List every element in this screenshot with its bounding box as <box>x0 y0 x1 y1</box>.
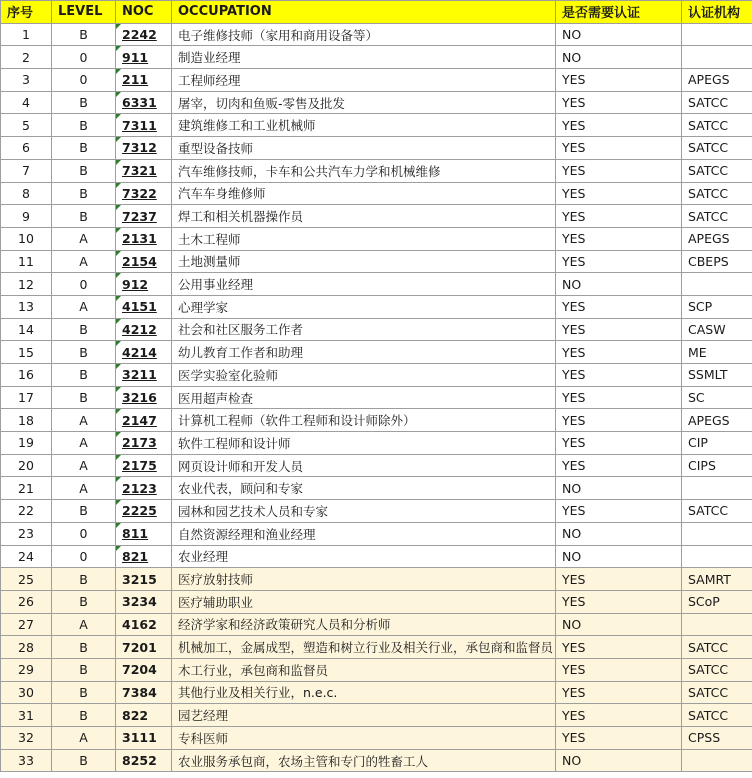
cell-level[interactable]: A <box>52 432 116 455</box>
cell-occupation[interactable]: 园林和园艺技术人员和专家 <box>172 500 556 523</box>
cell-cert-body[interactable] <box>682 477 752 500</box>
cell-noc[interactable]: 2131 <box>116 227 172 250</box>
cell-level[interactable]: A <box>52 409 116 432</box>
table-row <box>1 318 752 341</box>
cell-seq[interactable]: 32 <box>1 727 52 750</box>
cell-cert-body[interactable]: SATCC <box>682 91 752 114</box>
cell-noc[interactable]: 7384 <box>116 681 172 704</box>
cell-occupation[interactable]: 木工行业，承包商和监督员 <box>172 658 556 681</box>
table-row <box>1 522 752 545</box>
cell-level[interactable]: B <box>52 658 116 681</box>
cell-noc[interactable]: 7204 <box>116 658 172 681</box>
cell-occupation[interactable]: 焊工和相关机器操作员 <box>172 205 556 228</box>
cell-level[interactable]: B <box>52 137 116 160</box>
cell-occupation[interactable]: 汽车车身维修师 <box>172 182 556 205</box>
cell-occupation[interactable]: 经济学家和经济政策研究人员和分析师 <box>172 613 556 636</box>
cell-noc[interactable]: 4151 <box>116 295 172 318</box>
cell-cert-body[interactable] <box>682 749 752 772</box>
cell-cert-body[interactable]: SATCC <box>682 658 752 681</box>
cell-cert-required[interactable]: YES <box>556 386 682 409</box>
cell-cert-body[interactable]: SC <box>682 386 752 409</box>
cell-cert-body[interactable]: APEGS <box>682 69 752 92</box>
cell-cert-required[interactable]: NO <box>556 23 682 46</box>
cell-occupation[interactable]: 心理学家 <box>172 295 556 318</box>
cell-level[interactable]: B <box>52 636 116 659</box>
cell-occupation[interactable]: 专科医师 <box>172 727 556 750</box>
table-row <box>1 69 752 92</box>
cell-seq[interactable]: 15 <box>1 341 52 364</box>
cell-noc[interactable]: 4214 <box>116 341 172 364</box>
cell-noc[interactable]: 7201 <box>116 636 172 659</box>
table-row <box>1 23 752 46</box>
cell-level[interactable]: B <box>52 159 116 182</box>
cell-noc[interactable]: 2147 <box>116 409 172 432</box>
cell-noc[interactable]: 822 <box>116 704 172 727</box>
cell-seq[interactable]: 11 <box>1 250 52 273</box>
cell-cert-body[interactable]: CASW <box>682 318 752 341</box>
cell-cert-body[interactable]: SATCC <box>682 205 752 228</box>
cell-occupation[interactable]: 电子维修技师（家用和商用设备等） <box>172 23 556 46</box>
cell-cert-required[interactable]: YES <box>556 114 682 137</box>
table-row <box>1 545 752 568</box>
header-cert-body[interactable]: 认证机构 <box>682 1 752 24</box>
cell-cert-body[interactable]: SATCC <box>682 114 752 137</box>
cell-cert-required[interactable]: YES <box>556 500 682 523</box>
cell-level[interactable]: B <box>52 364 116 387</box>
cell-occupation[interactable]: 公用事业经理 <box>172 273 556 296</box>
cell-occupation[interactable]: 社会和社区服务工作者 <box>172 318 556 341</box>
cell-occupation[interactable]: 其他行业及相关行业，n.e.c. <box>172 681 556 704</box>
table-row <box>1 205 752 228</box>
header-row <box>1 1 752 24</box>
cell-occupation[interactable]: 农业服务承包商，农场主管和专门的牲畜工人 <box>172 749 556 772</box>
cell-noc[interactable]: 8252 <box>116 749 172 772</box>
table-row <box>1 500 752 523</box>
cell-noc[interactable]: 2173 <box>116 432 172 455</box>
table-row <box>1 114 752 137</box>
cell-cert-body[interactable] <box>682 46 752 69</box>
cell-cert-required[interactable]: YES <box>556 432 682 455</box>
cell-cert-body[interactable]: SCoP <box>682 590 752 613</box>
cell-occupation[interactable]: 工程师经理 <box>172 69 556 92</box>
table-row <box>1 681 752 704</box>
cell-cert-required[interactable]: YES <box>556 341 682 364</box>
cell-cert-required[interactable]: YES <box>556 91 682 114</box>
table-row <box>1 182 752 205</box>
cell-level[interactable]: 0 <box>52 545 116 568</box>
cell-noc[interactable]: 2225 <box>116 500 172 523</box>
cell-cert-required[interactable]: YES <box>556 364 682 387</box>
table-row <box>1 386 752 409</box>
cell-seq[interactable]: 20 <box>1 454 52 477</box>
cell-seq[interactable]: 8 <box>1 182 52 205</box>
cell-seq[interactable]: 33 <box>1 749 52 772</box>
cell-level[interactable]: A <box>52 227 116 250</box>
cell-cert-required[interactable]: YES <box>556 182 682 205</box>
cell-cert-required[interactable]: YES <box>556 295 682 318</box>
cell-noc[interactable]: 821 <box>116 545 172 568</box>
cell-seq[interactable]: 10 <box>1 227 52 250</box>
cell-cert-body[interactable]: SATCC <box>682 681 752 704</box>
cell-level[interactable]: B <box>52 500 116 523</box>
table-row <box>1 658 752 681</box>
cell-occupation[interactable]: 农业代表，顾问和专家 <box>172 477 556 500</box>
cell-seq[interactable]: 16 <box>1 364 52 387</box>
cell-cert-required[interactable]: YES <box>556 636 682 659</box>
cell-cert-required[interactable]: YES <box>556 454 682 477</box>
cell-cert-required[interactable]: NO <box>556 273 682 296</box>
header-level[interactable]: LEVEL <box>52 1 116 24</box>
cell-occupation[interactable]: 建筑维修工和工业机械师 <box>172 114 556 137</box>
cell-cert-body[interactable]: CBEPS <box>682 250 752 273</box>
table-row <box>1 568 752 591</box>
cell-seq[interactable]: 3 <box>1 69 52 92</box>
cell-noc[interactable]: 7311 <box>116 114 172 137</box>
table-row <box>1 432 752 455</box>
table-row <box>1 727 752 750</box>
table-row <box>1 364 752 387</box>
table-row <box>1 749 752 772</box>
cell-level[interactable]: A <box>52 727 116 750</box>
cell-noc[interactable]: 7312 <box>116 137 172 160</box>
cell-cert-body[interactable] <box>682 522 752 545</box>
cell-seq[interactable]: 27 <box>1 613 52 636</box>
cell-cert-body[interactable]: SATCC <box>682 182 752 205</box>
cell-cert-required[interactable]: YES <box>556 205 682 228</box>
cell-noc[interactable]: 3211 <box>116 364 172 387</box>
cell-seq[interactable]: 4 <box>1 91 52 114</box>
cell-level[interactable]: B <box>52 205 116 228</box>
cell-level[interactable]: B <box>52 590 116 613</box>
cell-cert-body[interactable]: SATCC <box>682 636 752 659</box>
cell-noc[interactable]: 3215 <box>116 568 172 591</box>
cell-level[interactable]: B <box>52 114 116 137</box>
cell-level[interactable]: 0 <box>52 522 116 545</box>
cell-cert-required[interactable]: YES <box>556 590 682 613</box>
cell-seq[interactable]: 2 <box>1 46 52 69</box>
cell-seq[interactable]: 5 <box>1 114 52 137</box>
cell-noc[interactable]: 3216 <box>116 386 172 409</box>
cell-seq[interactable]: 12 <box>1 273 52 296</box>
cell-noc[interactable]: 4162 <box>116 613 172 636</box>
cell-level[interactable]: A <box>52 250 116 273</box>
cell-occupation[interactable]: 汽车维修技师，卡车和公共汽车力学和机械维修 <box>172 159 556 182</box>
cell-noc[interactable]: 912 <box>116 273 172 296</box>
cell-cert-required[interactable]: YES <box>556 658 682 681</box>
cell-level[interactable]: B <box>52 318 116 341</box>
cell-occupation[interactable]: 医疗放射技师 <box>172 568 556 591</box>
cell-seq[interactable]: 1 <box>1 23 52 46</box>
cell-occupation[interactable]: 网页设计师和开发人员 <box>172 454 556 477</box>
cell-noc[interactable]: 911 <box>116 46 172 69</box>
cell-noc[interactable]: 2154 <box>116 250 172 273</box>
cell-occupation[interactable]: 制造业经理 <box>172 46 556 69</box>
cell-cert-required[interactable]: YES <box>556 250 682 273</box>
cell-seq[interactable]: 29 <box>1 658 52 681</box>
cell-noc[interactable]: 6331 <box>116 91 172 114</box>
cell-level[interactable]: B <box>52 568 116 591</box>
cell-occupation[interactable]: 土木工程师 <box>172 227 556 250</box>
cell-cert-required[interactable]: YES <box>556 137 682 160</box>
cell-noc[interactable]: 3111 <box>116 727 172 750</box>
cell-occupation[interactable]: 自然资源经理和渔业经理 <box>172 522 556 545</box>
table-row <box>1 613 752 636</box>
cell-level[interactable]: B <box>52 341 116 364</box>
table-row <box>1 477 752 500</box>
cell-level[interactable]: B <box>52 386 116 409</box>
cell-level[interactable]: B <box>52 704 116 727</box>
cell-cert-body[interactable]: SAMRT <box>682 568 752 591</box>
cell-cert-body[interactable] <box>682 23 752 46</box>
cell-cert-body[interactable] <box>682 273 752 296</box>
cell-seq[interactable]: 18 <box>1 409 52 432</box>
cell-cert-body[interactable]: CIPS <box>682 454 752 477</box>
table-row <box>1 250 752 273</box>
cell-seq[interactable]: 22 <box>1 500 52 523</box>
cell-seq[interactable]: 24 <box>1 545 52 568</box>
cell-cert-body[interactable]: ME <box>682 341 752 364</box>
cell-level[interactable]: B <box>52 182 116 205</box>
cell-seq[interactable]: 26 <box>1 590 52 613</box>
cell-noc[interactable]: 2123 <box>116 477 172 500</box>
cell-seq[interactable]: 31 <box>1 704 52 727</box>
cell-cert-required[interactable]: YES <box>556 727 682 750</box>
cell-seq[interactable]: 25 <box>1 568 52 591</box>
cell-cert-body[interactable]: CIP <box>682 432 752 455</box>
cell-cert-required[interactable]: NO <box>556 613 682 636</box>
cell-cert-required[interactable]: NO <box>556 545 682 568</box>
cell-seq[interactable]: 17 <box>1 386 52 409</box>
cell-cert-required[interactable]: NO <box>556 522 682 545</box>
cell-cert-required[interactable]: YES <box>556 568 682 591</box>
cell-seq[interactable]: 7 <box>1 159 52 182</box>
cell-level[interactable]: 0 <box>52 273 116 296</box>
cell-occupation[interactable]: 土地测量师 <box>172 250 556 273</box>
cell-seq[interactable]: 13 <box>1 295 52 318</box>
cell-cert-body[interactable]: SATCC <box>682 500 752 523</box>
cell-level[interactable]: B <box>52 749 116 772</box>
cell-cert-required[interactable]: YES <box>556 318 682 341</box>
table-row <box>1 46 752 69</box>
cell-cert-body[interactable]: SSMLT <box>682 364 752 387</box>
cell-occupation[interactable]: 医疗辅助职业 <box>172 590 556 613</box>
cell-occupation[interactable]: 园艺经理 <box>172 704 556 727</box>
cell-seq[interactable]: 23 <box>1 522 52 545</box>
cell-noc[interactable]: 2242 <box>116 23 172 46</box>
cell-cert-required[interactable]: YES <box>556 159 682 182</box>
table-row <box>1 409 752 432</box>
table-row <box>1 227 752 250</box>
table-body <box>1 23 752 772</box>
cell-seq[interactable]: 9 <box>1 205 52 228</box>
cell-cert-body[interactable] <box>682 545 752 568</box>
cell-cert-body[interactable] <box>682 613 752 636</box>
cell-occupation[interactable]: 软件工程师和设计师 <box>172 432 556 455</box>
table-row <box>1 295 752 318</box>
table-row <box>1 636 752 659</box>
cell-level[interactable]: A <box>52 295 116 318</box>
header-noc[interactable]: NOC <box>116 1 172 24</box>
table-row <box>1 159 752 182</box>
cell-level[interactable]: 0 <box>52 69 116 92</box>
cell-occupation[interactable]: 幼儿教育工作者和助理 <box>172 341 556 364</box>
cell-cert-required[interactable]: YES <box>556 409 682 432</box>
cell-cert-body[interactable]: APEGS <box>682 227 752 250</box>
cell-seq[interactable]: 28 <box>1 636 52 659</box>
cell-level[interactable]: 0 <box>52 46 116 69</box>
cell-cert-body[interactable]: CPSS <box>682 727 752 750</box>
cell-cert-required[interactable]: YES <box>556 69 682 92</box>
cell-noc[interactable]: 2175 <box>116 454 172 477</box>
header-cert-required[interactable]: 是否需要认证 <box>556 1 682 24</box>
cell-cert-required[interactable]: YES <box>556 681 682 704</box>
cell-occupation[interactable]: 机械加工，金属成型，塑造和树立行业及相关行业，承包商和监督员 <box>172 636 556 659</box>
table-row <box>1 137 752 160</box>
cell-level[interactable]: A <box>52 454 116 477</box>
cell-cert-body[interactable]: APEGS <box>682 409 752 432</box>
table-row <box>1 273 752 296</box>
cell-seq[interactable]: 21 <box>1 477 52 500</box>
cell-cert-required[interactable]: YES <box>556 227 682 250</box>
cell-level[interactable]: A <box>52 613 116 636</box>
cell-cert-required[interactable]: NO <box>556 749 682 772</box>
cell-cert-body[interactable]: SATCC <box>682 137 752 160</box>
cell-level[interactable]: B <box>52 23 116 46</box>
cell-cert-required[interactable]: NO <box>556 477 682 500</box>
cell-noc[interactable]: 211 <box>116 69 172 92</box>
cell-noc[interactable]: 7321 <box>116 159 172 182</box>
cell-noc[interactable]: 4212 <box>116 318 172 341</box>
table-row <box>1 341 752 364</box>
table-row <box>1 704 752 727</box>
header-seq[interactable]: 序号 <box>1 1 52 24</box>
cell-noc[interactable]: 3234 <box>116 590 172 613</box>
cell-occupation[interactable]: 医学实验室化验师 <box>172 364 556 387</box>
cell-occupation[interactable]: 屠宰，切肉和鱼贩-零售及批发 <box>172 91 556 114</box>
cell-seq[interactable]: 19 <box>1 432 52 455</box>
cell-level[interactable]: B <box>52 681 116 704</box>
cell-noc[interactable]: 7322 <box>116 182 172 205</box>
table-row <box>1 91 752 114</box>
cell-seq[interactable]: 30 <box>1 681 52 704</box>
cell-occupation[interactable]: 农业经理 <box>172 545 556 568</box>
header-occupation[interactable]: OCCUPATION <box>172 1 556 24</box>
cell-cert-body[interactable]: SCP <box>682 295 752 318</box>
cell-cert-required[interactable]: NO <box>556 46 682 69</box>
cell-occupation[interactable]: 计算机工程师（软件工程师和设计师除外） <box>172 409 556 432</box>
cell-cert-required[interactable]: YES <box>556 704 682 727</box>
cell-occupation[interactable]: 医用超声检查 <box>172 386 556 409</box>
table-row <box>1 590 752 613</box>
table-row <box>1 454 752 477</box>
cell-cert-body[interactable]: SATCC <box>682 159 752 182</box>
cell-occupation[interactable]: 重型设备技师 <box>172 137 556 160</box>
cell-cert-body[interactable]: SATCC <box>682 704 752 727</box>
cell-seq[interactable]: 6 <box>1 137 52 160</box>
cell-level[interactable]: A <box>52 477 116 500</box>
cell-level[interactable]: B <box>52 91 116 114</box>
cell-seq[interactable]: 14 <box>1 318 52 341</box>
cell-noc[interactable]: 7237 <box>116 205 172 228</box>
cell-noc[interactable]: 811 <box>116 522 172 545</box>
